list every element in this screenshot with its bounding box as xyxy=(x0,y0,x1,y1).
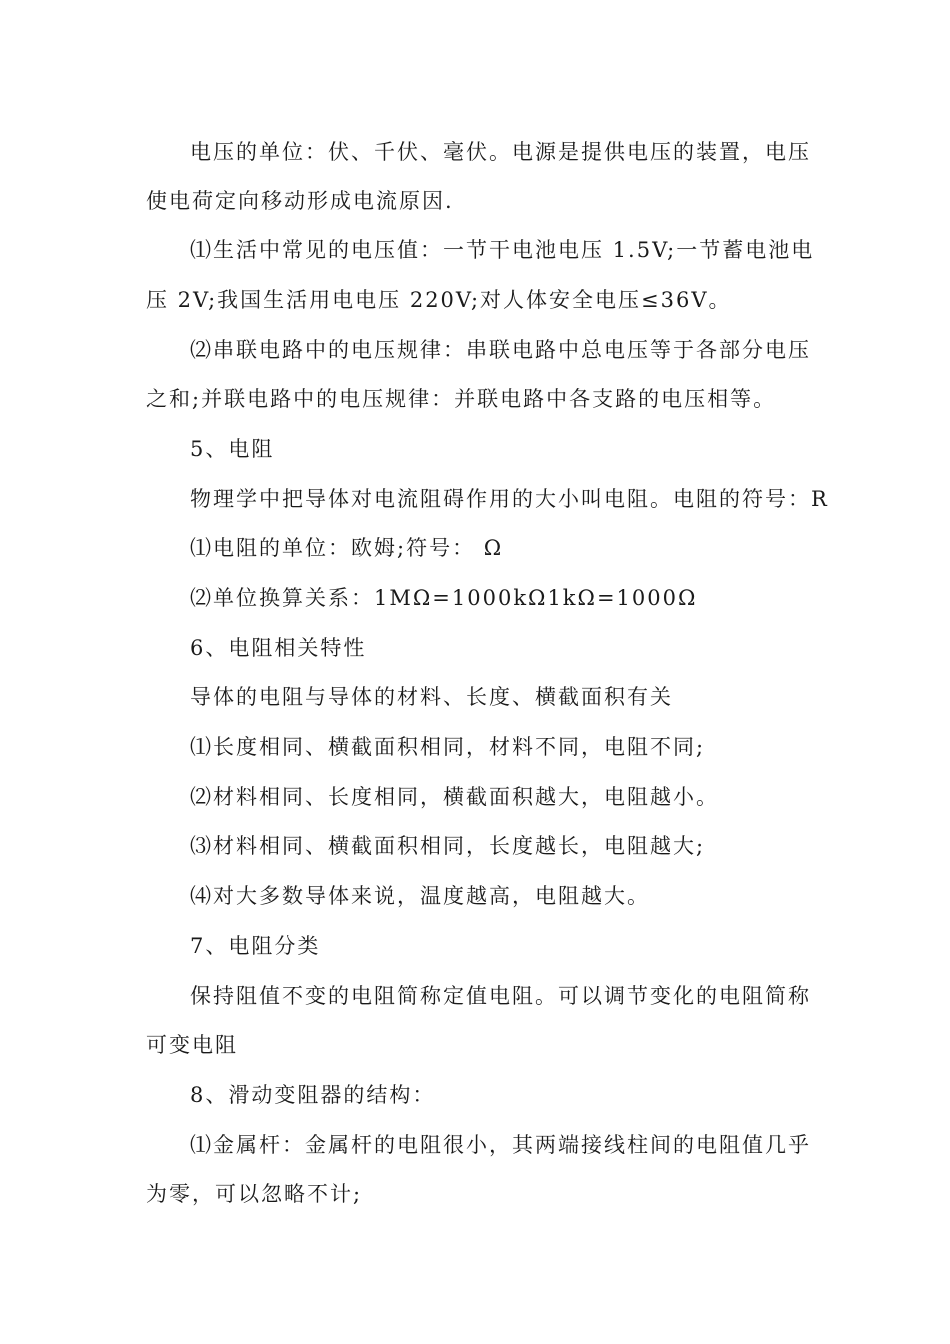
paragraph-resistor-types: 保持阻值不变的电阻简称定值电阻。可以调节变化的电阻简称 xyxy=(190,984,811,1008)
list-item-common-voltages: ⑴生活中常见的电压值：一节干电池电压 1.5V;一节蓄电池电 xyxy=(190,238,815,262)
list-item-temperature: ⑷对大多数导体来说，温度越高，电阻越大。 xyxy=(190,884,650,908)
list-item-voltage-rules: ⑵串联电路中的电压规律：串联电路中总电压等于各部分电压 xyxy=(190,338,811,362)
section-heading-resistance-properties: 6、电阻相关特性 xyxy=(190,636,367,660)
paragraph-resistance-definition: 物理学中把导体对电流阻碍作用的大小叫电阻。电阻的符号：R xyxy=(190,487,829,511)
paragraph-resistance-factors: 导体的电阻与导体的材料、长度、横截面积有关 xyxy=(190,685,673,709)
list-item-voltage-rules-cont: 之和;并联电路中的电压规律：并联电路中各支路的电压相等。 xyxy=(146,387,777,411)
list-item-common-voltages-cont: 压 2V;我国生活用电电压 220V;对人体安全电压≤36V。 xyxy=(146,288,732,312)
section-heading-resistance: 5、电阻 xyxy=(190,437,275,461)
paragraph-resistor-types-cont: 可变电阻 xyxy=(146,1033,238,1057)
section-heading-resistor-types: 7、电阻分类 xyxy=(190,934,321,958)
list-item-length: ⑶材料相同、横截面积相同，长度越长，电阻越大; xyxy=(190,834,706,858)
list-item-resistance-unit: ⑴电阻的单位：欧姆;符号： Ω xyxy=(190,536,504,560)
paragraph-voltage-units-cont: 使电荷定向移动形成电流原因. xyxy=(146,189,454,213)
paragraph-voltage-units: 电压的单位：伏、千伏、毫伏。电源是提供电压的装置，电压 xyxy=(190,140,811,164)
list-item-metal-rod: ⑴金属杆：金属杆的电阻很小，其两端接线柱间的电阻值几乎 xyxy=(190,1133,811,1157)
list-item-metal-rod-cont: 为零，可以忽略不计; xyxy=(146,1182,363,1206)
list-item-unit-conversion: ⑵单位换算关系：1MΩ=1000kΩ1kΩ=1000Ω xyxy=(190,586,698,610)
list-item-cross-section: ⑵材料相同、长度相同，横截面积越大，电阻越小。 xyxy=(190,785,719,809)
list-item-material: ⑴长度相同、横截面积相同，材料不同，电阻不同; xyxy=(190,735,706,759)
section-heading-rheostat-structure: 8、滑动变阻器的结构： xyxy=(190,1083,436,1107)
